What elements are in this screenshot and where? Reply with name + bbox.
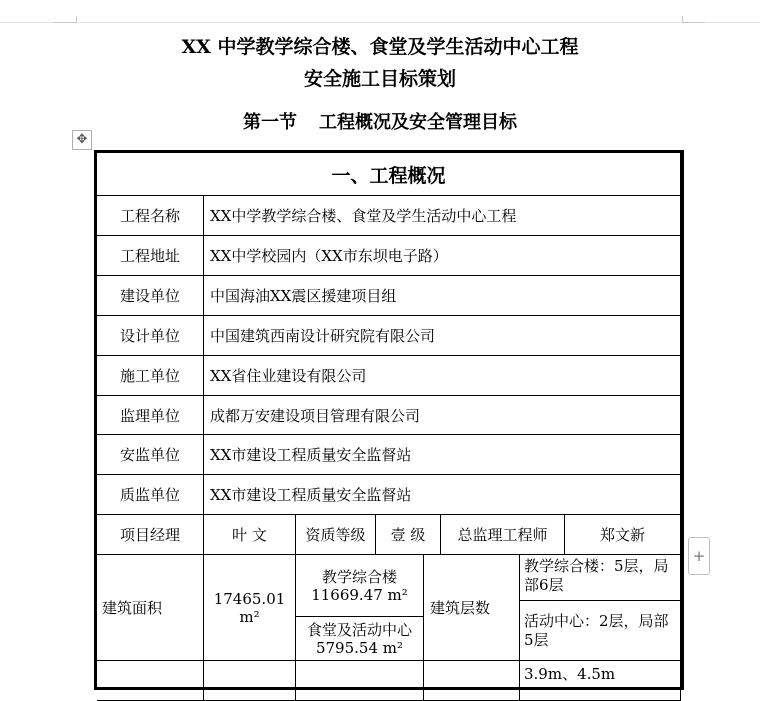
label-contractor: 施工单位: [97, 356, 204, 396]
section-number: 第一节: [243, 112, 297, 133]
value-owner: 中国海油XX震区援建项目组: [204, 276, 681, 316]
area-part-canteen: [296, 617, 424, 661]
label-qualification: 资质等级: [296, 515, 376, 555]
label-designer: 设计单位: [97, 316, 204, 356]
value-qualification: 壹 级: [376, 515, 441, 555]
label-supervisor: 监理单位: [97, 396, 204, 435]
document-subtitle: 安全施工目标策划: [303, 68, 456, 90]
value-contractor: XX省住业建设有限公司: [204, 356, 681, 396]
label-floor-count: 建筑层数: [424, 555, 520, 661]
value-total-area: [204, 555, 296, 661]
partial-row-label: [97, 661, 204, 701]
document-title: XX 中学教学综合楼、食堂及学生活动中心工程: [181, 36, 579, 58]
value-safety-authority: XX市建设工程质量安全监督站: [204, 435, 681, 475]
canteen-name: 食堂及活动中心: [306, 620, 412, 639]
section-title: 工程概况及安全管理目标: [319, 112, 517, 133]
margin-corner-left-icon: [54, 16, 77, 23]
partial-row-cell: [204, 661, 296, 701]
label-owner: 建设单位: [97, 276, 204, 316]
teaching-building-area: 11669.47 m²: [311, 585, 408, 604]
label-safety-authority: 安监单位: [97, 435, 204, 475]
add-row-button[interactable]: +: [688, 537, 710, 575]
section-heading: [0, 108, 760, 134]
total-area-unit: m²: [239, 607, 260, 626]
teaching-building-name: 教学综合楼: [321, 567, 397, 586]
floors-teaching: 教学综合楼：5层，局部6层: [520, 555, 681, 601]
value-project-manager: 叶 文: [204, 515, 296, 555]
value-project-address: XX中学校园内（XX市东坝电子路）: [204, 236, 681, 276]
table-move-handle-icon[interactable]: ✥: [72, 130, 92, 150]
value-quality-authority: XX市建设工程质量安全监督站: [204, 475, 681, 515]
label-chief-supervisor: 总监理工程师: [441, 515, 565, 555]
partial-row-height: 3.9m、4.5m: [520, 661, 681, 701]
page-top-edge: [0, 22, 760, 23]
partial-row-cell: [296, 661, 424, 701]
label-quality-authority: 质监单位: [97, 475, 204, 515]
canteen-area: 5795.54 m²: [315, 638, 404, 657]
floors-activity-center: 活动中心：2层，局部5层: [520, 601, 681, 661]
partial-row-cell: [424, 661, 520, 701]
value-chief-supervisor: 郑文新: [565, 515, 681, 555]
label-project-address: 工程地址: [97, 236, 204, 276]
label-project-name: 工程名称: [97, 196, 204, 236]
project-overview-table: [94, 150, 684, 690]
label-project-manager: 项目经理: [97, 515, 204, 555]
total-area-number: 17465.01: [213, 589, 286, 608]
label-floor-area: 建筑面积: [97, 555, 204, 661]
value-project-name: XX中学教学综合楼、食堂及学生活动中心工程: [204, 196, 681, 236]
table-header: 一、工程概况: [97, 153, 681, 196]
value-supervisor: 成都万安建设项目管理有限公司: [204, 396, 681, 435]
margin-corner-right-icon: [682, 16, 705, 23]
area-part-teaching: [296, 555, 424, 617]
value-designer: 中国建筑西南设计研究院有限公司: [204, 316, 681, 356]
